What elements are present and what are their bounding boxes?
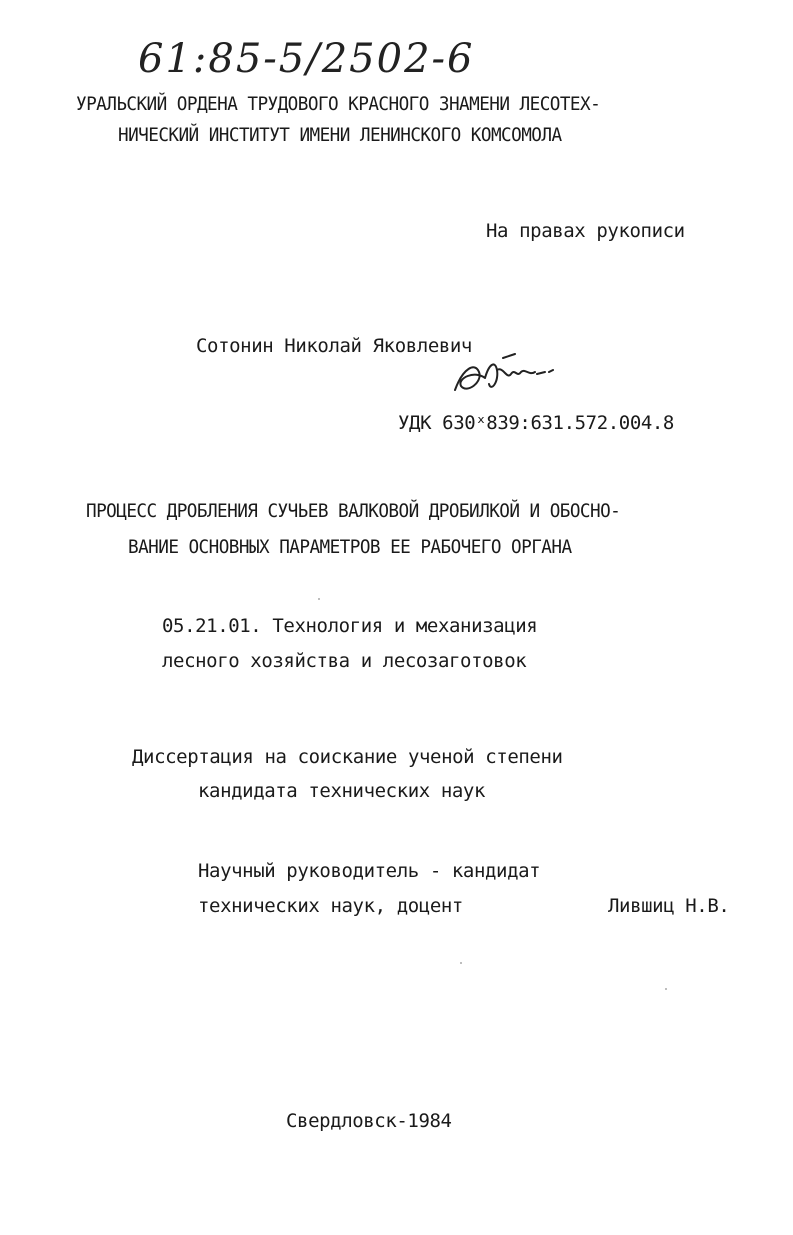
degree-line-2: кандидата технических наук <box>198 780 486 802</box>
archive-number-handwritten: 61:85-5/2502-6 <box>138 36 475 82</box>
udc-code: УДК 630ˣ839:631.572.004.8 <box>398 412 674 434</box>
degree-line-1: Диссертация на соискание ученой степени <box>132 746 563 768</box>
rights-note: На правах рукописи <box>486 220 685 242</box>
title-line-1: ПРОЦЕСС ДРОБЛЕНИЯ СУЧЬЕВ ВАЛКОВОЙ ДРОБИЛКОЙ И ОБОСНО- <box>86 500 621 522</box>
paper-speck <box>318 598 320 600</box>
supervisor-name: Лившиц Н.В. <box>608 895 730 917</box>
city-year: Свердловск-1984 <box>286 1110 452 1132</box>
paper-speck <box>460 962 462 964</box>
paper-speck <box>665 988 667 990</box>
specialty-line-2: лесного хозяйства и лесозаготовок <box>162 650 527 672</box>
author-name: Сотонин Николай Яковлевич <box>196 335 472 357</box>
signature-icon <box>445 350 565 402</box>
supervisor-line-1: Научный руководитель - кандидат <box>198 860 541 882</box>
title-line-2: ВАНИЕ ОСНОВНЫХ ПАРАМЕТРОВ ЕЕ РАБОЧЕГО ОРГАНА <box>128 536 572 558</box>
institute-line-1: УРАЛЬСКИЙ ОРДЕНА ТРУДОВОГО КРАСНОГО ЗНАМЕНИ ЛЕСОТЕХ- <box>76 93 601 115</box>
institute-line-2: НИЧЕСКИЙ ИНСТИТУТ ИМЕНИ ЛЕНИНСКОГО КОМСОМОЛА <box>118 124 562 146</box>
supervisor-line-2: технических наук, доцент <box>198 895 463 917</box>
specialty-line-1: 05.21.01. Технология и механизация <box>162 615 538 637</box>
